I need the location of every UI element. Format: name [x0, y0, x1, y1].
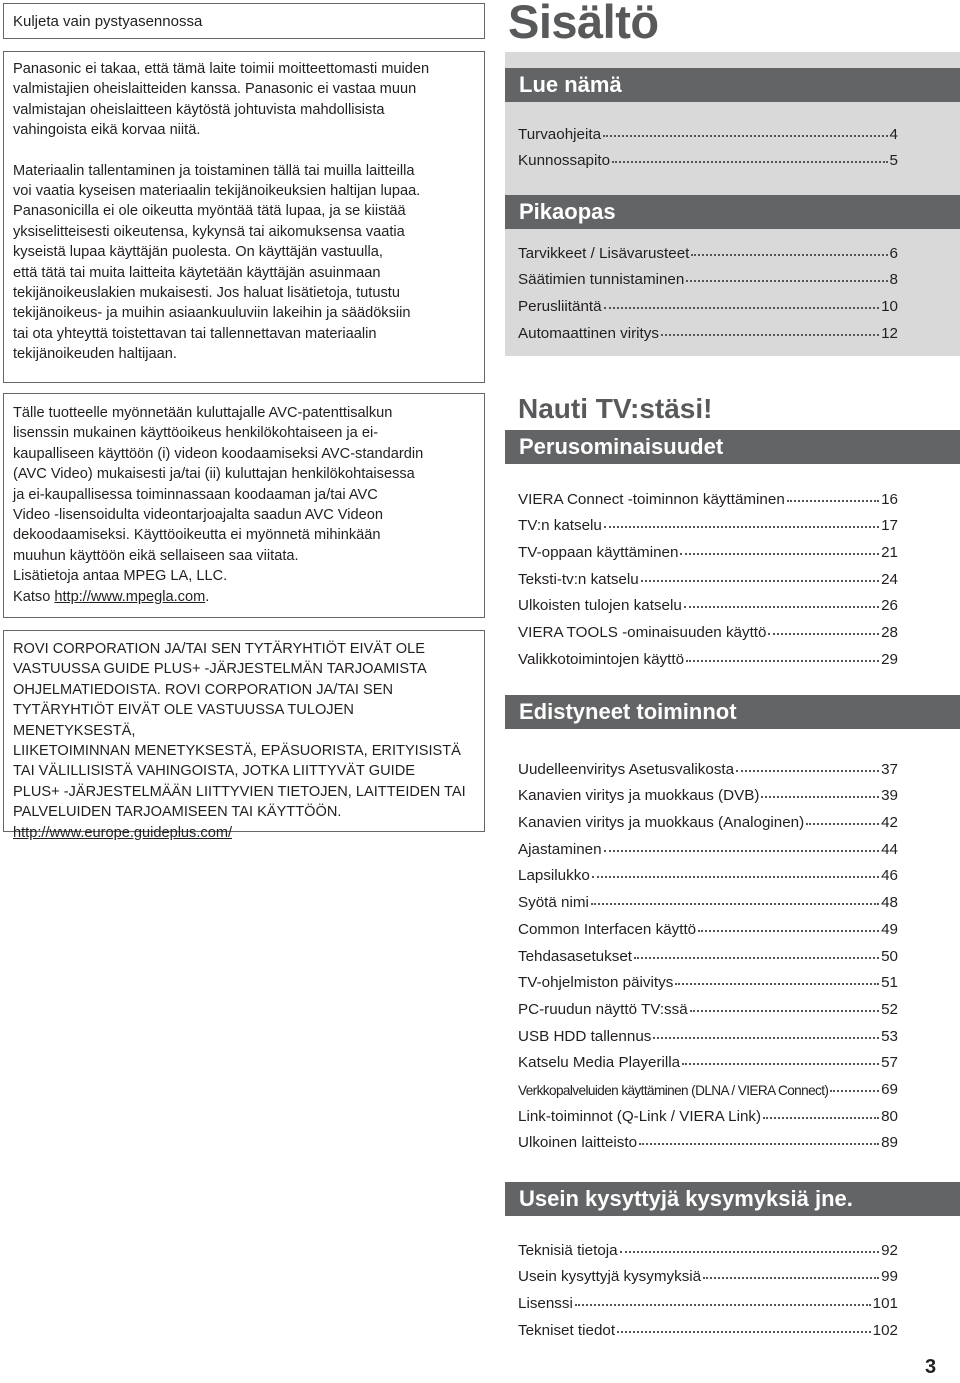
toc-item[interactable]: [518, 751, 898, 778]
toc-item-title: Turvaohjeita: [518, 125, 602, 143]
avc-license-text: Tälle tuotteelle myönnetään kuluttajalle AVC-patenttisalkun lisenssin mukainen käyttöoikeus henkilökohtaiseen ja ei- kaupalliseen käyttöön (i) videon koodaamiseksi AVC-standardin (AVC Video) mukaisesti ja/tai (ii) kuluttajan henkilökohtaisessa ja ei-kaupallisessa toiminnassaan koodaaman ja/tai AVC Video -lisensoidulta videontarjoajalta saadun AVC Videon dekoodaamiseksi. Käyttöoikeutta ei myönnetä mihinkään muuhun käyttöön eikä sellaiseen saa viitata. Lisätietoja antaa MPEG LA, LLC.: [13, 405, 424, 585]
dot-leader: [603, 135, 888, 137]
toc-item[interactable]: [518, 534, 898, 561]
toc-item[interactable]: [518, 938, 898, 965]
toc-item-page: 89: [881, 1134, 898, 1152]
toc-item-title: TV:n katselu: [518, 517, 602, 535]
toc-item-title: Kunnossapito: [518, 152, 611, 170]
contents-title: Sisältö: [508, 0, 659, 48]
toc-item[interactable]: [518, 561, 898, 588]
toc-list-perusominaisuudet: [518, 481, 898, 668]
dot-leader: [768, 633, 879, 635]
dot-leader: [703, 1277, 879, 1279]
dot-leader: [684, 606, 879, 608]
avc-license-box: [3, 393, 485, 618]
toc-item-page: 51: [881, 974, 898, 992]
rovi-disclaimer-text: ROVI CORPORATION JA/TAI SEN TYTÄRYHTIÖT EIVÄT OLE VASTUUSSA GUIDE PLUS+ -JÄRJESTELMÄN TARJOAMISTA OHJELMATIEDOISTA. ROVI CORPORATION JA/TAI SEN TYTÄRYHTIÖT EIVÄT OLE VASTUUSSA TULOJEN MENETYKSESTÄ, LIIKETOIMINNAN MENETYKSESTÄ, EPÄSUORISTA, ERITYISISTÄ TAI VÄLILLISISTÄ VAHINGOISTA, JOTKA LIITTYVÄT GUIDE PLUS+ -JÄRJESTELMÄÄN LIITTYVIEN TIETOJEN, LAITTEIDEN TAI PALVELUIDEN TARJOAMISEEN TAI KÄYTTÖÖN.: [13, 641, 466, 821]
dot-leader: [641, 580, 879, 582]
section-heading-pikaopas: Pikaopas: [505, 195, 960, 229]
orientation-notice: Kuljeta vain pystyasennossa: [13, 13, 203, 30]
dot-leader: [575, 1304, 871, 1306]
toc-item-page: 21: [881, 544, 898, 562]
orientation-notice-box: [3, 3, 485, 39]
toc-item[interactable]: [518, 262, 898, 289]
dot-leader: [787, 500, 879, 502]
toc-item-page: 50: [881, 947, 898, 965]
toc-list-faq: [518, 1232, 898, 1339]
toc-item-title: Lapsilukko: [518, 867, 590, 885]
toc-item[interactable]: [518, 614, 898, 641]
toc-item-title: USB HDD tallennus: [518, 1027, 652, 1045]
dot-leader: [686, 280, 887, 282]
dot-leader: [604, 526, 879, 528]
toc-item-page: 16: [881, 490, 898, 508]
toc-item-page: 44: [881, 840, 898, 858]
dot-leader: [761, 796, 879, 798]
dot-leader: [763, 1117, 879, 1119]
toc-item-page: 57: [881, 1054, 898, 1072]
toc-item-title: Teksti-tv:n katselu: [518, 570, 639, 588]
toc-item-title: Lisenssi: [518, 1295, 573, 1313]
toc-item-page: 99: [881, 1268, 898, 1286]
toc-item-page: 4: [889, 125, 898, 143]
toc-item[interactable]: [518, 1018, 898, 1045]
dot-leader: [680, 553, 879, 555]
toc-item-page: 101: [872, 1295, 898, 1313]
toc-item-page: 46: [881, 867, 898, 885]
dot-leader: [830, 1090, 879, 1092]
toc-item-title: Perusliitäntä: [518, 298, 602, 316]
toc-item-page: 53: [881, 1027, 898, 1045]
toc-item-page: 102: [872, 1321, 898, 1339]
avc-link-line: [13, 587, 475, 607]
dot-leader: [698, 930, 879, 932]
peripheral-disclaimer: Panasonic ei takaa, että tämä laite toimii moitteettomasti muiden valmistajien oheislaitteiden kanssa. Panasonic ei vastaa muun valmistajan oheislaitteen käytöstä johtuvista mahdollisista vahingoista eikä korvaa niitä.: [13, 61, 430, 139]
toc-item[interactable]: [518, 884, 898, 911]
toc-item-page: 24: [881, 570, 898, 588]
toc-item-title: TV-ohjelmiston päivitys: [518, 974, 674, 992]
toc-item-page: 6: [889, 244, 898, 262]
toc-item-page: 29: [881, 650, 898, 668]
toc-item-page: 42: [881, 814, 898, 832]
dot-leader: [682, 1063, 879, 1065]
toc-item[interactable]: [518, 1071, 898, 1098]
dot-leader: [617, 1331, 871, 1333]
toc-item-title: TV-oppaan käyttäminen: [518, 544, 679, 562]
toc-item[interactable]: [518, 804, 898, 831]
toc-item[interactable]: [518, 315, 898, 342]
toc-item[interactable]: [518, 778, 898, 805]
toc-item[interactable]: [518, 588, 898, 615]
toc-item[interactable]: [518, 1125, 898, 1152]
toc-item-title: Katselu Media Playerilla: [518, 1054, 681, 1072]
toc-item-title: Tarvikkeet / Lisävarusteet: [518, 244, 690, 262]
toc-item[interactable]: [518, 1312, 898, 1339]
toc-item[interactable]: [518, 481, 898, 508]
toc-item-page: 37: [881, 760, 898, 778]
toc-item-title: Usein kysyttyjä kysymyksiä: [518, 1268, 702, 1286]
dot-leader: [736, 770, 879, 772]
guideplus-link[interactable]: http://www.europe.guideplus.com/: [13, 824, 233, 841]
toc-item-title: Ulkoisten tulojen katselu: [518, 597, 682, 615]
dot-leader: [690, 1010, 879, 1012]
toc-item-title: Uudelleenviritys Asetusvalikosta: [518, 760, 735, 778]
dot-leader: [806, 823, 879, 825]
toc-item[interactable]: [518, 1045, 898, 1072]
section-heading-perusominaisuudet: Perusominaisuudet: [505, 430, 960, 464]
toc-item-title: Säätimien tunnistaminen: [518, 271, 685, 289]
toc-item-page: 69: [881, 1080, 898, 1098]
toc-item[interactable]: [518, 911, 898, 938]
copyright-notice-box: [3, 51, 485, 383]
toc-item-page: 39: [881, 787, 898, 805]
toc-item[interactable]: [518, 235, 898, 262]
toc-item-page: 8: [889, 271, 898, 289]
toc-item-title: PC-ruudun näyttö TV:ssä: [518, 1000, 688, 1018]
dot-leader: [592, 876, 879, 878]
toc-item[interactable]: [518, 116, 898, 143]
toc-item[interactable]: [518, 831, 898, 858]
katso-label: Katso: [13, 588, 55, 605]
toc-item-page: 80: [881, 1107, 898, 1125]
page-number: 3: [925, 1356, 937, 1378]
toc-item-title: Ajastaminen: [518, 840, 602, 858]
toc-item-title: Common Interfacen käyttö: [518, 920, 697, 938]
toc-item-page: 49: [881, 920, 898, 938]
dot-leader: [675, 983, 879, 985]
dot-leader: [686, 660, 879, 662]
dot-leader: [604, 307, 880, 309]
dot-leader: [620, 1251, 879, 1253]
dot-leader: [691, 254, 887, 256]
toc-item-title: Tekniset tiedot: [518, 1321, 616, 1339]
copyright-disclaimer: Materiaalin tallentaminen ja toistaminen tällä tai muilla laitteilla voi vaatia kyseisen materiaalin tekijänoikeuksien haltijan lupaa. Panasonicilla ei ole oikeutta myöntää tätä lupaa, ja se kiistää yksiselitteisesti oikeutensa, kykynsä tai aikomuksensa vaatia kyseistä lupaa käyttäjän puolesta. On käyttäjän vastuulla, että tätä tai muita laitteita käytetään käyttäjän asuinmaan tekijänoikeuslakien mukaisesti. Jos haluat lisätietoja, tutustu tekijänoikeus- ja muihin asiaankuuluviin lakeihin ja säädöksiin tai ota yhteyttä toistettavan tai tallennettavan materiaalin tekijänoikeuden haltijaan.: [13, 162, 421, 363]
toc-item-title: Tehdasasetukset: [518, 947, 632, 965]
toc-item-title: Syötä nimi: [518, 894, 589, 912]
dot-leader: [634, 957, 879, 959]
toc-item-page: 48: [881, 894, 898, 912]
toc-item-title: Teknisiä tietoja: [518, 1241, 618, 1259]
toc-item[interactable]: [518, 288, 898, 315]
toc-item-title: Link-toiminnot (Q-Link / VIERA Link): [518, 1107, 762, 1125]
toc-item-title: VIERA TOOLS -ominaisuuden käyttö: [518, 624, 767, 642]
section-heading-edistyneet-toiminnot: Edistyneet toiminnot: [505, 695, 960, 729]
toc-item-page: 10: [881, 298, 898, 316]
toc-item[interactable]: [518, 143, 898, 170]
dot-leader: [612, 161, 888, 163]
toc-item-page: 52: [881, 1000, 898, 1018]
toc-item-title: Valikkotoimintojen käyttö: [518, 650, 685, 668]
toc-item-page: 12: [881, 324, 898, 342]
toc-item-title: VIERA Connect -toiminnon käyttäminen: [518, 490, 785, 508]
toc-item[interactable]: [518, 641, 898, 668]
toc-item-title: Kanavien viritys ja muokkaus (DVB): [518, 787, 760, 805]
dot-leader: [653, 1037, 879, 1039]
toc-item-page: 17: [881, 517, 898, 535]
toc-item[interactable]: [518, 1232, 898, 1259]
toc-item-page: 5: [889, 152, 898, 170]
toc-item[interactable]: [518, 1098, 898, 1125]
toc-item[interactable]: [518, 1285, 898, 1312]
toc-item[interactable]: [518, 965, 898, 992]
toc-item[interactable]: [518, 508, 898, 535]
dot-leader: [661, 334, 879, 336]
toc-list-pikaopas: [518, 235, 898, 342]
dot-leader: [591, 903, 879, 905]
enjoy-tv-title: Nauti TV:stäsi!: [518, 393, 713, 424]
section-heading-lue-nama: Lue nämä: [505, 68, 960, 102]
toc-item-title: Verkkopalveluiden käyttäminen (DLNA / VIERA Connect): [518, 1082, 829, 1098]
toc-item[interactable]: [518, 991, 898, 1018]
toc-list-lue-nama: [518, 116, 898, 169]
section-heading-faq: Usein kysyttyjä kysymyksiä jne.: [505, 1182, 960, 1216]
paragraph-gap: [13, 141, 475, 161]
toc-item-page: 28: [881, 624, 898, 642]
dot-leader: [639, 1143, 879, 1145]
toc-item-title: Ulkoinen laitteisto: [518, 1134, 638, 1152]
rovi-disclaimer-box: [3, 630, 485, 841]
mpegla-link[interactable]: http://www.mpegla.com: [54, 588, 206, 605]
dot-leader: [604, 850, 880, 852]
toc-list-edistyneet-toiminnot: [518, 751, 898, 1151]
toc-item[interactable]: [518, 858, 898, 885]
toc-item-title: Automaattinen viritys: [518, 324, 659, 342]
link-suffix: .: [205, 588, 210, 605]
toc-item-title: Kanavien viritys ja muokkaus (Analoginen): [518, 814, 805, 832]
toc-item[interactable]: [518, 1259, 898, 1286]
toc-item-page: 92: [881, 1241, 898, 1259]
toc-item-page: 26: [881, 597, 898, 615]
